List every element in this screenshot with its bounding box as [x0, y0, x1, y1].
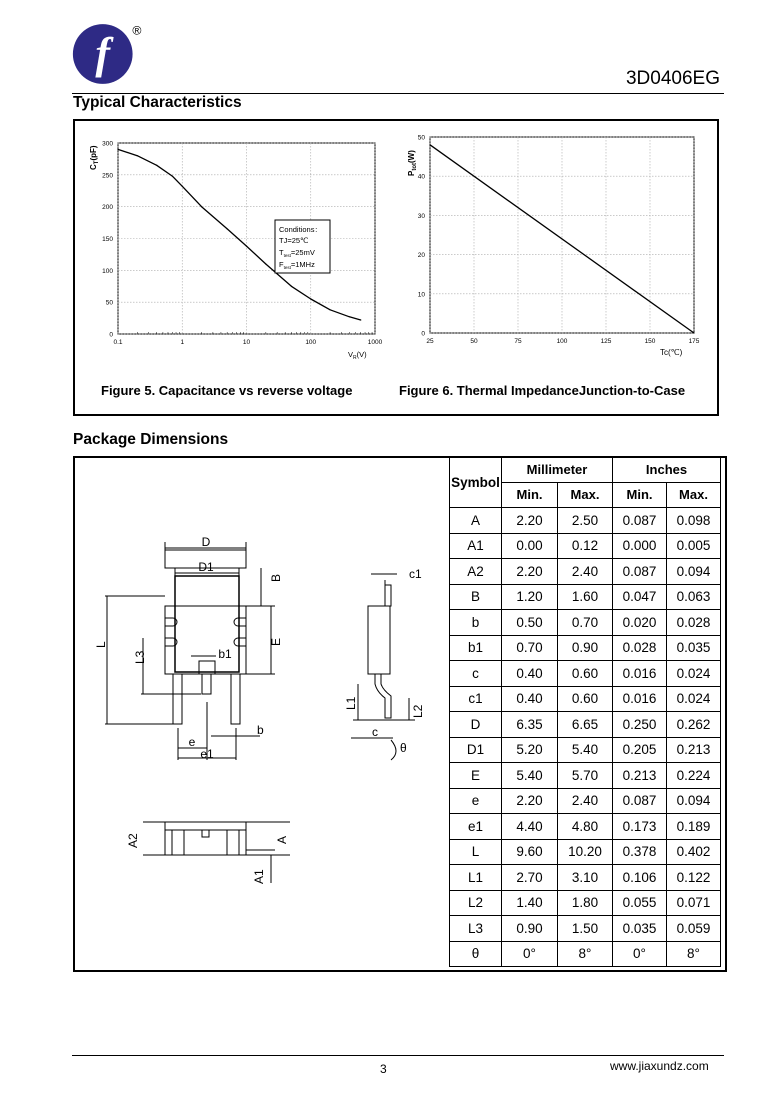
x-tick-label: 1000: [367, 339, 382, 346]
table-row: [450, 865, 721, 891]
dim-label-A: A: [275, 835, 289, 844]
value-cell: 0°: [502, 941, 558, 967]
value-cell: 0.035: [613, 916, 667, 942]
symbol-cell: D1: [450, 737, 502, 763]
x-tick-label: 100: [556, 338, 568, 345]
dimension-table: [449, 456, 721, 967]
dim-label-c1: c1: [409, 567, 422, 581]
dim-label-A2: A2: [126, 833, 140, 848]
value-cell: 0.106: [613, 865, 667, 891]
symbol-cell: e1: [450, 814, 502, 840]
condition-ftest: $F_{test}=1MHz$: [279, 260, 315, 270]
value-cell: 5.70: [558, 763, 613, 789]
y-tick-label: 40: [417, 173, 425, 181]
value-cell: 0°: [613, 941, 667, 967]
value-cell: 0.213: [613, 763, 667, 789]
mm-min-header: Min.: [502, 482, 558, 508]
y-tick-label: 0: [421, 330, 425, 338]
dim-label-D1: D1: [198, 560, 214, 574]
mm-max-header: Max.: [558, 482, 613, 508]
y-tick-label: 150: [102, 236, 113, 243]
value-cell: 0.173: [613, 814, 667, 840]
dim-label-D: D: [201, 535, 211, 549]
part-number: 3D0406EG: [625, 68, 720, 89]
data-point: [156, 165, 157, 166]
value-cell: 0.047: [613, 584, 667, 610]
value-cell: 4.40: [502, 814, 558, 840]
value-cell: 6.65: [558, 712, 613, 738]
data-point: [227, 228, 228, 229]
value-cell: 2.40: [558, 788, 613, 814]
x-tick-label: 25: [426, 338, 434, 345]
y-tick-label: 300: [102, 140, 113, 148]
value-cell: 0.90: [502, 916, 558, 942]
table-row: [450, 941, 721, 967]
value-cell: 0.028: [613, 635, 667, 661]
x-tick-label: 10: [242, 339, 251, 346]
value-cell: 0.087: [613, 788, 667, 814]
y-tick-label: 100: [102, 267, 113, 275]
page-number: 3: [380, 1062, 387, 1076]
y-tick-label: 50: [417, 134, 425, 142]
data-point: [172, 176, 173, 177]
table-row: [450, 508, 721, 534]
data-point: [137, 155, 138, 156]
y-tick-label: 0: [109, 331, 113, 339]
value-cell: 2.40: [558, 559, 613, 585]
footer-divider: [72, 1055, 724, 1056]
value-cell: 0.90: [558, 635, 613, 661]
symbol-cell: B: [450, 584, 502, 610]
value-cell: 0.189: [667, 814, 721, 840]
inches-header: Inches: [613, 457, 721, 483]
value-cell: 0.000: [613, 533, 667, 559]
plot-frame: [430, 137, 694, 333]
data-point: [182, 186, 183, 187]
value-cell: 0.60: [558, 686, 613, 712]
package-outline-drawing: [75, 458, 449, 966]
value-cell: 0.005: [667, 533, 721, 559]
table-row: [450, 763, 721, 789]
value-cell: 3.10: [558, 865, 613, 891]
conditions-title: Conditions：: [279, 225, 322, 234]
value-cell: 0.70: [502, 635, 558, 661]
value-cell: 0.60: [558, 661, 613, 687]
value-cell: 0.40: [502, 661, 558, 687]
dim-label-B: B: [269, 573, 283, 582]
y-axis-label: $C_T(pF)$: [89, 145, 100, 170]
value-cell: 0.262: [667, 712, 721, 738]
symbol-cell: c1: [450, 686, 502, 712]
thermal-chart: [400, 130, 705, 360]
value-cell: 2.20: [502, 788, 558, 814]
data-point: [360, 319, 361, 320]
value-cell: 0.035: [667, 635, 721, 661]
dim-label-b1: b1: [218, 647, 232, 661]
value-cell: 0.071: [667, 890, 721, 916]
in-max-header: Max.: [667, 482, 721, 508]
x-tick-label: 1: [180, 339, 185, 346]
x-axis-label: $V_R(V)$: [348, 350, 367, 361]
table-row: [450, 661, 721, 687]
value-cell: 0.00: [502, 533, 558, 559]
symbol-cell: A2: [450, 559, 502, 585]
figure-6-caption: Figure 6. Thermal ImpedanceJunction-to-Case: [399, 383, 686, 398]
x-tick-label: 0.1: [113, 339, 123, 346]
table-row: [450, 559, 721, 585]
table-row: [450, 610, 721, 636]
value-cell: 0.40: [502, 686, 558, 712]
value-cell: 10.20: [558, 839, 613, 865]
data-point: [349, 316, 350, 317]
symbol-cell: b: [450, 610, 502, 636]
value-cell: 2.20: [502, 559, 558, 585]
value-cell: 1.40: [502, 890, 558, 916]
condition-tj: TJ=25℃: [279, 236, 309, 245]
figure-5-caption: Figure 5. Capacitance vs reverse voltage: [101, 383, 353, 398]
capacitance-chart: [82, 132, 382, 362]
value-cell: 5.40: [502, 763, 558, 789]
x-tick-label: 100: [305, 339, 317, 346]
value-cell: 1.50: [558, 916, 613, 942]
x-tick-label: 50: [470, 338, 478, 345]
table-row: [450, 814, 721, 840]
value-cell: 9.60: [502, 839, 558, 865]
value-cell: 0.024: [667, 686, 721, 712]
symbol-cell: b1: [450, 635, 502, 661]
dim-label-A1: A1: [252, 869, 266, 884]
value-cell: 0.087: [613, 508, 667, 534]
body-outline: [165, 606, 246, 674]
value-cell: 1.20: [502, 584, 558, 610]
symbol-cell: L3: [450, 916, 502, 942]
dim-label-theta: θ: [400, 741, 407, 755]
value-cell: 0.059: [667, 916, 721, 942]
symbol-cell: D: [450, 712, 502, 738]
symbol-cell: θ: [450, 941, 502, 967]
table-row: [450, 737, 721, 763]
value-cell: 8°: [667, 941, 721, 967]
dim-label-e1: e1: [200, 747, 214, 761]
value-cell: 0.028: [667, 610, 721, 636]
in-min-header: Min.: [613, 482, 667, 508]
y-tick-label: 250: [102, 172, 113, 180]
table-row: [450, 584, 721, 610]
value-cell: 0.087: [613, 559, 667, 585]
value-cell: 0.094: [667, 559, 721, 585]
value-cell: 0.213: [667, 737, 721, 763]
value-cell: 0.055: [613, 890, 667, 916]
data-point: [429, 144, 430, 145]
data-point: [201, 206, 202, 207]
value-cell: 0.402: [667, 839, 721, 865]
value-cell: 8°: [558, 941, 613, 967]
dim-label-L1: L1: [344, 696, 358, 710]
y-tick-label: 10: [417, 291, 425, 299]
value-cell: 4.80: [558, 814, 613, 840]
dim-label-L: L: [94, 641, 108, 648]
table-row: [450, 916, 721, 942]
value-cell: 0.024: [667, 661, 721, 687]
data-point: [693, 332, 694, 333]
value-cell: 0.205: [613, 737, 667, 763]
symbol-cell: A1: [450, 533, 502, 559]
table-row: [450, 712, 721, 738]
y-axis-label: $P_{tot}(W)$: [407, 150, 418, 176]
dim-label-e: e: [188, 735, 196, 749]
value-cell: 5.40: [558, 737, 613, 763]
value-cell: 5.20: [502, 737, 558, 763]
symbol-cell: E: [450, 763, 502, 789]
registered-mark: ®: [132, 23, 142, 38]
value-cell: 0.50: [502, 610, 558, 636]
value-cell: 0.098: [667, 508, 721, 534]
value-cell: 0.70: [558, 610, 613, 636]
symbol-cell: e: [450, 788, 502, 814]
value-cell: 0.063: [667, 584, 721, 610]
dim-label-E: E: [269, 637, 283, 646]
symbol-cell: L: [450, 839, 502, 865]
table-row: [450, 686, 721, 712]
y-tick-label: 200: [102, 204, 113, 212]
x-tick-label: 175: [688, 338, 700, 345]
value-cell: 2.20: [502, 508, 558, 534]
value-cell: 0.378: [613, 839, 667, 865]
value-cell: 0.12: [558, 533, 613, 559]
y-tick-label: 50: [105, 299, 113, 307]
data-point: [310, 298, 311, 299]
website-url: www.jiaxundz.com: [610, 1059, 709, 1073]
condition-ttest: $T_{test}=25mV$: [279, 248, 315, 258]
symbol-cell: A: [450, 508, 502, 534]
dim-label-c: c: [372, 725, 378, 739]
table-row: [450, 533, 721, 559]
section-title-typical: Typical Characteristics: [73, 94, 242, 111]
dim-label-L3: L3: [133, 650, 147, 664]
symbol-cell: c: [450, 661, 502, 687]
table-row: [450, 839, 721, 865]
dim-label-b: b: [257, 723, 264, 737]
value-cell: 0.016: [613, 686, 667, 712]
section-title-package: Package Dimensions: [73, 431, 229, 448]
value-cell: 0.122: [667, 865, 721, 891]
symbol-header: Symbol: [450, 457, 502, 508]
table-row: [450, 635, 721, 661]
dim-label-L2: L2: [411, 704, 425, 718]
value-cell: 0.094: [667, 788, 721, 814]
x-tick-label: 150: [644, 338, 656, 345]
value-cell: 0.250: [613, 712, 667, 738]
x-tick-label: 125: [600, 338, 612, 345]
data-point: [246, 246, 247, 247]
value-cell: 0.020: [613, 610, 667, 636]
value-cell: 0.224: [667, 763, 721, 789]
data-point: [291, 286, 292, 287]
value-cell: 1.80: [558, 890, 613, 916]
table-row: [450, 890, 721, 916]
table-row: [450, 788, 721, 814]
logo-letter: f: [95, 30, 111, 79]
value-cell: 2.50: [558, 508, 613, 534]
x-tick-label: 75: [514, 338, 522, 345]
value-cell: 1.60: [558, 584, 613, 610]
symbol-cell: L2: [450, 890, 502, 916]
value-cell: 0.016: [613, 661, 667, 687]
y-tick-label: 20: [417, 252, 425, 260]
millimeter-header: Millimeter: [502, 457, 613, 483]
x-axis-label: Tc(℃): [660, 348, 683, 357]
company-logo: [72, 20, 144, 88]
data-point: [117, 149, 118, 150]
value-cell: 6.35: [502, 712, 558, 738]
data-point: [265, 263, 266, 264]
value-cell: 2.70: [502, 865, 558, 891]
data-point: [329, 309, 330, 310]
symbol-cell: L1: [450, 865, 502, 891]
y-tick-label: 30: [417, 212, 425, 220]
